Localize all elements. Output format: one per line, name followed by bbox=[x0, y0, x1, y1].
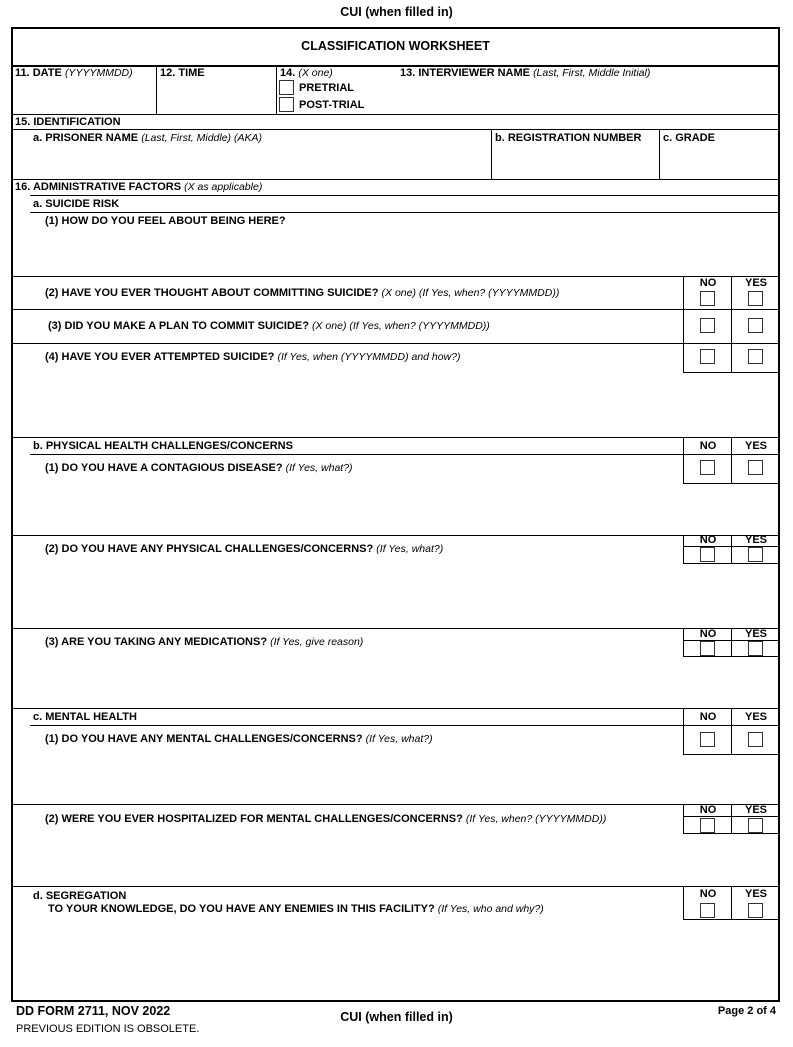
form-number: DD FORM 2711, NOV 2022 bbox=[16, 1004, 171, 1018]
no-header: NO bbox=[699, 711, 717, 723]
status-hint: (X one) bbox=[298, 67, 333, 79]
prisoner-name-text: a. PRISONER NAME bbox=[33, 132, 139, 144]
rule bbox=[30, 212, 779, 213]
rule bbox=[731, 276, 732, 310]
suicide-q2-hint: (X one) (If Yes, when? (YYYYMMDD)) bbox=[381, 287, 560, 299]
rule bbox=[12, 804, 779, 805]
rule bbox=[731, 886, 732, 920]
no-header: NO bbox=[699, 534, 717, 546]
suicide-q1: (1) HOW DO YOU FEEL ABOUT BEING HERE? bbox=[45, 215, 286, 227]
physical-q1 bbox=[45, 462, 353, 474]
rule bbox=[12, 708, 779, 709]
rule bbox=[731, 535, 732, 564]
identification-title: 15. IDENTIFICATION bbox=[15, 116, 121, 128]
rule bbox=[731, 309, 732, 344]
suicide-q4 bbox=[45, 351, 461, 363]
physical-q2-yes-checkbox[interactable] bbox=[748, 547, 763, 562]
obsolete-note: PREVIOUS EDITION IS OBSOLETE. bbox=[16, 1023, 200, 1035]
grade-label: c. GRADE bbox=[663, 132, 715, 144]
rule bbox=[12, 437, 779, 438]
mental-q2-yes-checkbox[interactable] bbox=[748, 818, 763, 833]
admin-factors-title bbox=[15, 181, 262, 193]
posttrial-checkbox[interactable] bbox=[279, 97, 294, 112]
rule bbox=[659, 129, 660, 179]
suicide-q3-yes-checkbox[interactable] bbox=[748, 318, 763, 333]
physical-q1-yes-checkbox[interactable] bbox=[748, 460, 763, 475]
form-title: CLASSIFICATION WORKSHEET bbox=[301, 39, 490, 53]
rule bbox=[731, 454, 732, 484]
suicide-q1-field[interactable] bbox=[45, 230, 775, 274]
suicide-q2-text: (2) HAVE YOU EVER THOUGHT ABOUT COMMITTING SUICIDE? bbox=[45, 287, 379, 299]
rule bbox=[156, 65, 157, 114]
interviewer-field[interactable] bbox=[400, 82, 776, 112]
physical-q2 bbox=[45, 543, 443, 555]
date-label bbox=[15, 67, 133, 79]
suicide-q2-yes-checkbox[interactable] bbox=[748, 291, 763, 306]
rule bbox=[683, 640, 780, 641]
rule bbox=[30, 725, 779, 726]
segregation-q1-text: TO YOUR KNOWLEDGE, DO YOU HAVE ANY ENEMIES IN THIS FACILITY? bbox=[48, 903, 435, 915]
rule bbox=[731, 437, 732, 454]
registration-label: b. REGISTRATION NUMBER bbox=[495, 132, 642, 144]
mental-health-title: c. MENTAL HEALTH bbox=[33, 711, 137, 723]
rule bbox=[12, 343, 779, 344]
rule bbox=[731, 628, 732, 657]
no-header: NO bbox=[699, 440, 717, 452]
interviewer-label-text: 13. INTERVIEWER NAME bbox=[400, 67, 530, 79]
date-hint: (YYYYMMDD) bbox=[64, 67, 133, 79]
rule bbox=[731, 725, 732, 755]
rule bbox=[683, 708, 684, 725]
no-header: NO bbox=[699, 804, 717, 816]
segregation-yes-checkbox[interactable] bbox=[748, 903, 763, 918]
physical-q3-no-checkbox[interactable] bbox=[700, 641, 715, 656]
mental-q2-text: (2) WERE YOU EVER HOSPITALIZED FOR MENTAL CHALLENGES/CONCERNS? bbox=[45, 813, 463, 825]
page-number: Page 2 of 4 bbox=[717, 1005, 776, 1017]
rule bbox=[683, 816, 780, 817]
rule bbox=[12, 309, 779, 310]
physical-health-title: b. PHYSICAL HEALTH CHALLENGES/CONCERNS bbox=[33, 440, 293, 452]
mental-q2 bbox=[45, 813, 606, 825]
suicide-q3 bbox=[48, 320, 490, 332]
rule bbox=[683, 546, 780, 547]
rule bbox=[12, 276, 779, 277]
segregation-field[interactable] bbox=[45, 925, 775, 999]
rule bbox=[731, 804, 732, 834]
mental-q1-text: (1) DO YOU HAVE ANY MENTAL CHALLENGES/CONCERNS? bbox=[45, 733, 363, 745]
rule bbox=[12, 535, 779, 536]
physical-q3-text: (3) ARE YOU TAKING ANY MEDICATIONS? bbox=[45, 636, 268, 648]
physical-q2-field[interactable] bbox=[45, 567, 775, 625]
physical-q2-no-checkbox[interactable] bbox=[700, 547, 715, 562]
mental-q2-hint: (If Yes, when? (YYYYMMDD)) bbox=[465, 813, 607, 825]
yes-header: YES bbox=[744, 711, 767, 723]
yes-header: YES bbox=[744, 440, 767, 452]
suicide-q4-hint: (If Yes, when (YYYYMMDD) and how?) bbox=[277, 351, 461, 363]
physical-q3-field[interactable] bbox=[45, 660, 775, 705]
grade-field[interactable] bbox=[663, 147, 777, 177]
posttrial-label: POST-TRIAL bbox=[299, 99, 365, 111]
date-field[interactable] bbox=[16, 82, 152, 112]
yes-header: YES bbox=[744, 534, 767, 546]
rule bbox=[12, 179, 779, 180]
mental-q2-no-checkbox[interactable] bbox=[700, 818, 715, 833]
no-header: NO bbox=[699, 888, 717, 900]
yes-header: YES bbox=[744, 804, 767, 816]
physical-q1-field[interactable] bbox=[45, 487, 675, 533]
status-label-text: 14. bbox=[280, 67, 296, 79]
prisoner-name-field[interactable] bbox=[33, 147, 487, 177]
mental-q2-field[interactable] bbox=[45, 838, 775, 884]
cui-footer: CUI (when filled in) bbox=[340, 1010, 453, 1024]
rule bbox=[12, 114, 779, 115]
physical-q3 bbox=[45, 636, 363, 648]
registration-field[interactable] bbox=[495, 147, 655, 177]
suicide-risk-title: a. SUICIDE RISK bbox=[33, 198, 120, 210]
mental-q1-yes-checkbox[interactable] bbox=[748, 732, 763, 747]
rule bbox=[30, 454, 779, 455]
suicide-q4-no-checkbox[interactable] bbox=[700, 349, 715, 364]
rule bbox=[731, 343, 732, 373]
physical-q1-no-checkbox[interactable] bbox=[700, 460, 715, 475]
rule bbox=[12, 628, 779, 629]
status-label bbox=[280, 67, 333, 79]
suicide-q4-yes-checkbox[interactable] bbox=[748, 349, 763, 364]
yes-header: YES bbox=[744, 888, 767, 900]
suicide-q3-text: (3) DID YOU MAKE A PLAN TO COMMIT SUICIDE? bbox=[48, 320, 309, 332]
prisoner-name-hint: (Last, First, Middle) (AKA) bbox=[141, 132, 262, 144]
physical-q3-yes-checkbox[interactable] bbox=[748, 641, 763, 656]
rule bbox=[12, 886, 779, 887]
cui-header: CUI (when filled in) bbox=[340, 5, 453, 19]
pretrial-checkbox[interactable] bbox=[279, 80, 294, 95]
no-header: NO bbox=[699, 628, 717, 640]
segregation-title: d. SEGREGATION bbox=[33, 890, 127, 902]
date-label-text: 11. DATE bbox=[15, 67, 62, 79]
suicide-q2-no-checkbox[interactable] bbox=[700, 291, 715, 306]
suicide-q3-no-checkbox[interactable] bbox=[700, 318, 715, 333]
rule bbox=[30, 195, 779, 196]
physical-q1-hint: (If Yes, what?) bbox=[285, 462, 353, 474]
rule bbox=[12, 129, 779, 130]
segregation-q1 bbox=[48, 903, 544, 915]
admin-factors-hint: (X as applicable) bbox=[184, 181, 263, 193]
time-field[interactable] bbox=[160, 82, 272, 112]
physical-q3-hint: (If Yes, give reason) bbox=[270, 636, 364, 648]
admin-factors-text: 16. ADMINISTRATIVE FACTORS bbox=[15, 181, 182, 193]
rule bbox=[491, 129, 492, 179]
interviewer-hint: (Last, First, Middle Initial) bbox=[533, 67, 651, 79]
segregation-no-checkbox[interactable] bbox=[700, 903, 715, 918]
no-header: NO bbox=[699, 277, 717, 289]
pretrial-label: PRETRIAL bbox=[299, 82, 354, 94]
rule bbox=[731, 708, 732, 725]
mental-q1-no-checkbox[interactable] bbox=[700, 732, 715, 747]
rule bbox=[276, 65, 277, 114]
suicide-q2 bbox=[45, 287, 559, 299]
physical-q2-hint: (If Yes, what?) bbox=[376, 543, 444, 555]
physical-q2-text: (2) DO YOU HAVE ANY PHYSICAL CHALLENGES/CONCERNS? bbox=[45, 543, 374, 555]
suicide-q4-field[interactable] bbox=[45, 376, 775, 434]
interviewer-label bbox=[400, 67, 650, 79]
segregation-q1-hint: (If Yes, who and why?) bbox=[437, 903, 544, 915]
time-label: 12. TIME bbox=[160, 67, 205, 79]
yes-header: YES bbox=[744, 628, 767, 640]
suicide-q3-hint: (X one) (If Yes, when? (YYYYMMDD)) bbox=[312, 320, 490, 332]
mental-q1-field[interactable] bbox=[45, 758, 675, 802]
prisoner-name-label bbox=[33, 132, 262, 144]
mental-q1-hint: (If Yes, what?) bbox=[365, 733, 433, 745]
rule bbox=[683, 437, 684, 454]
mental-q1 bbox=[45, 733, 433, 745]
yes-header: YES bbox=[744, 277, 767, 289]
suicide-q4-text: (4) HAVE YOU EVER ATTEMPTED SUICIDE? bbox=[45, 351, 275, 363]
physical-q1-text: (1) DO YOU HAVE A CONTAGIOUS DISEASE? bbox=[45, 462, 283, 474]
